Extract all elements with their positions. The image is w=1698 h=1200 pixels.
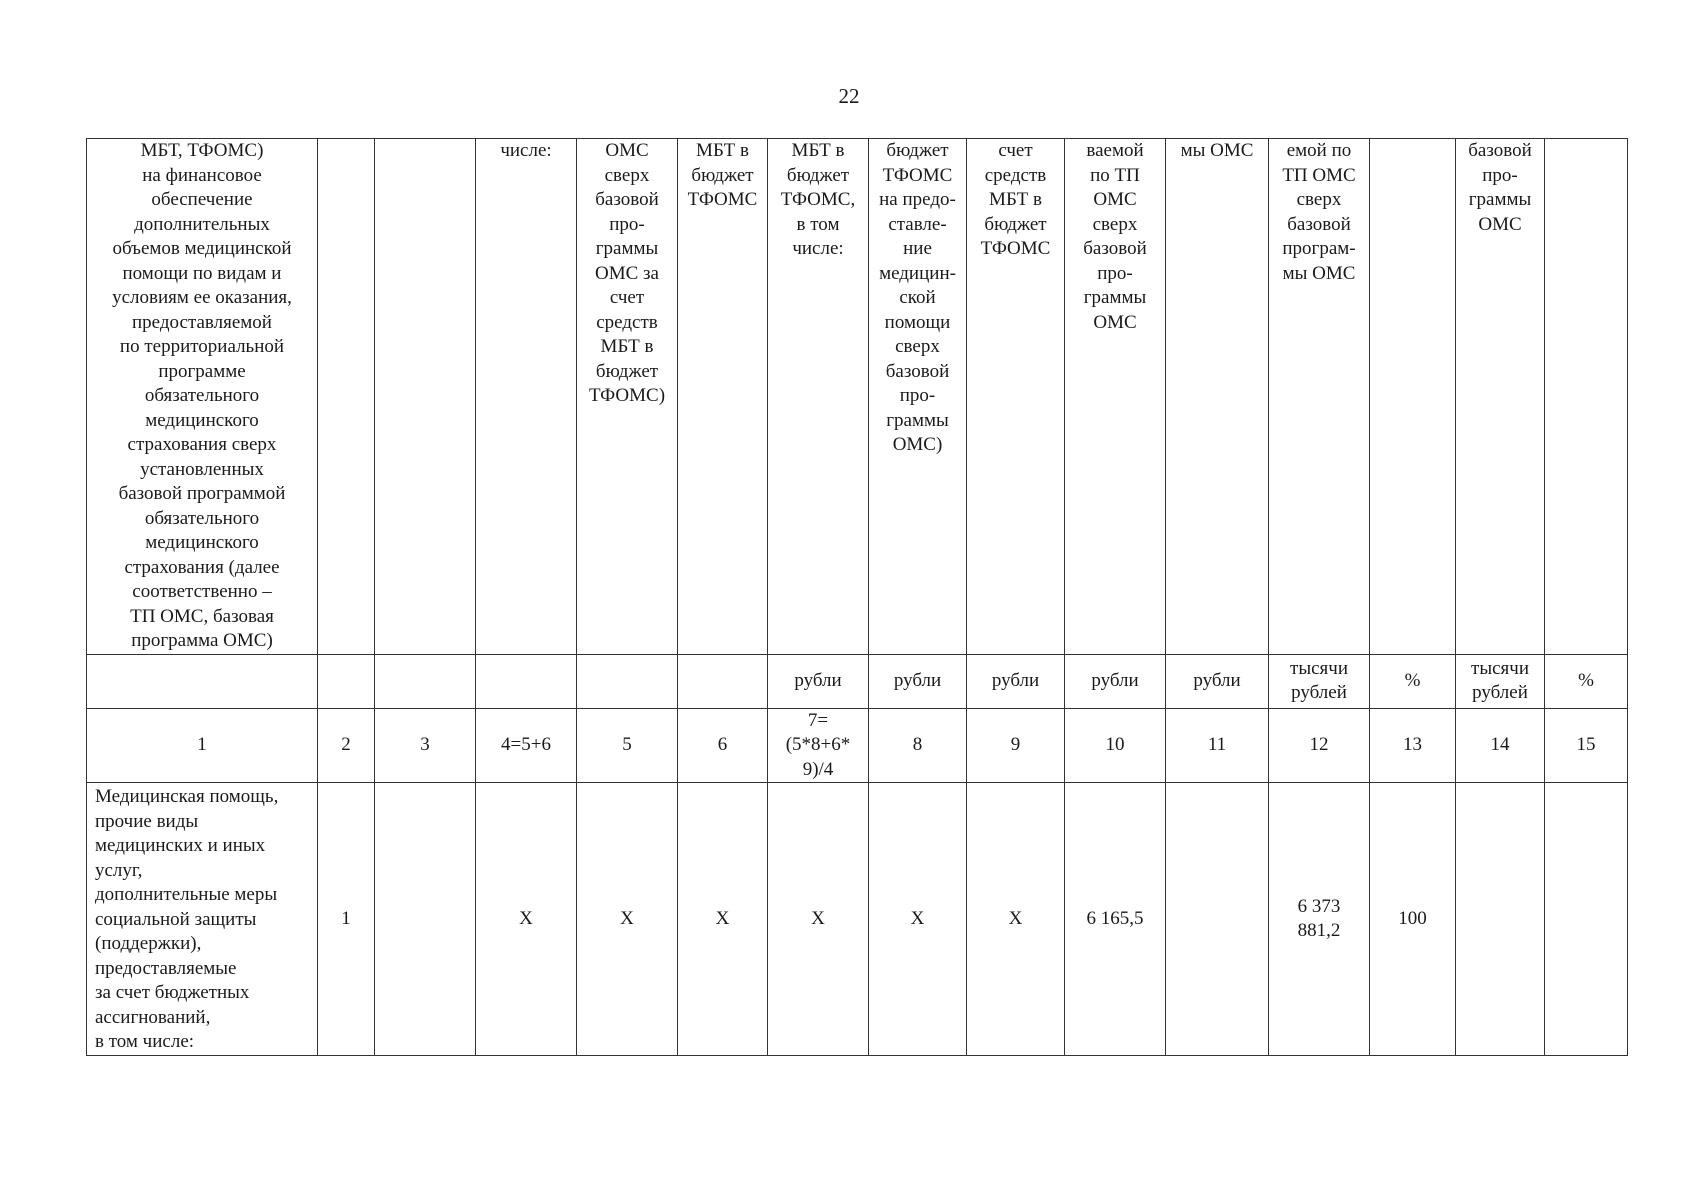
column-number-cell: 14 (1456, 708, 1545, 783)
unit-cell (375, 654, 476, 708)
table-cell (1545, 783, 1628, 1056)
table-cell: Х (869, 783, 967, 1056)
table-cell: Х (768, 783, 869, 1056)
column-number-cell: 6 (678, 708, 768, 783)
header-cell (318, 139, 375, 655)
header-cell (1545, 139, 1628, 655)
table-cell: Х (967, 783, 1065, 1056)
header-cell: базовой про- граммы ОМС (1456, 139, 1545, 655)
unit-cell: % (1545, 654, 1628, 708)
table-cell (1456, 783, 1545, 1056)
column-number-cell: 15 (1545, 708, 1628, 783)
unit-cell: тысячи рублей (1269, 654, 1370, 708)
table-cell (1166, 783, 1269, 1056)
table-cell: 6 373 881,2 (1269, 783, 1370, 1056)
column-number-cell: 1 (87, 708, 318, 783)
header-cell: МБТ, ТФОМС) на финансовое обеспечение дополнительных объемов медицинской помощи по видам и условиям ее оказания, предоставляемой по территориальной программе обязательного медицинского страхования сверх установленных базовой программой обязательного медицинского страхования (далее соответственно – ТП ОМС, базовая программа ОМС) (87, 139, 318, 655)
unit-cell: рубли (869, 654, 967, 708)
header-cell (375, 139, 476, 655)
table-cell: Х (678, 783, 768, 1056)
unit-cell: % (1370, 654, 1456, 708)
table-cell: 1 (318, 783, 375, 1056)
unit-cell: рубли (1166, 654, 1269, 708)
column-number-cell: 2 (318, 708, 375, 783)
header-cell: мы ОМС (1166, 139, 1269, 655)
column-number-cell: 12 (1269, 708, 1370, 783)
unit-cell (87, 654, 318, 708)
header-cell: ваемой по ТП ОМС сверх базовой про- граммы ОМС (1065, 139, 1166, 655)
unit-cell: рубли (768, 654, 869, 708)
table-cell: Х (577, 783, 678, 1056)
header-cell: бюджет ТФОМС на предо- ставле- ние медицин- ской помощи сверх базовой про- граммы ОМС) (869, 139, 967, 655)
column-number-cell: 3 (375, 708, 476, 783)
column-number-cell: 13 (1370, 708, 1456, 783)
unit-cell (678, 654, 768, 708)
units-row (87, 654, 1628, 708)
header-cell: счет средств МБТ в бюджет ТФОМС (967, 139, 1065, 655)
header-cell: ОМС сверх базовой про- граммы ОМС за счет средств МБТ в бюджет ТФОМС) (577, 139, 678, 655)
row-description-cell: Медицинская помощь, прочие виды медицинских и иных услуг, дополнительные меры социальной защиты (поддержки), предоставляемые за счет бюджетных ассигнований, в том числе: (87, 783, 318, 1056)
table-cell: Х (476, 783, 577, 1056)
column-numbers-row (87, 708, 1628, 783)
column-number-cell: 9 (967, 708, 1065, 783)
table-cell: 100 (1370, 783, 1456, 1056)
unit-cell (476, 654, 577, 708)
header-cell (1370, 139, 1456, 655)
unit-cell (577, 654, 678, 708)
page-number: 22 (838, 84, 860, 108)
table-row (87, 783, 1628, 1056)
financing-table (86, 138, 1628, 1056)
unit-cell: рубли (1065, 654, 1166, 708)
header-cell: емой по ТП ОМС сверх базовой програм- мы ОМС (1269, 139, 1370, 655)
column-number-cell: 4=5+6 (476, 708, 577, 783)
column-number-cell: 11 (1166, 708, 1269, 783)
column-number-cell: 7= (5*8+6* 9)/4 (768, 708, 869, 783)
table-cell (375, 783, 476, 1056)
header-row (87, 139, 1628, 655)
header-cell: МБТ в бюджет ТФОМС, в том числе: (768, 139, 869, 655)
unit-cell: рубли (967, 654, 1065, 708)
table-cell: 6 165,5 (1065, 783, 1166, 1056)
unit-cell (318, 654, 375, 708)
unit-cell: тысячи рублей (1456, 654, 1545, 708)
column-number-cell: 8 (869, 708, 967, 783)
column-number-cell: 5 (577, 708, 678, 783)
header-cell: числе: (476, 139, 577, 655)
column-number-cell: 10 (1065, 708, 1166, 783)
header-cell: МБТ в бюджет ТФОМС (678, 139, 768, 655)
